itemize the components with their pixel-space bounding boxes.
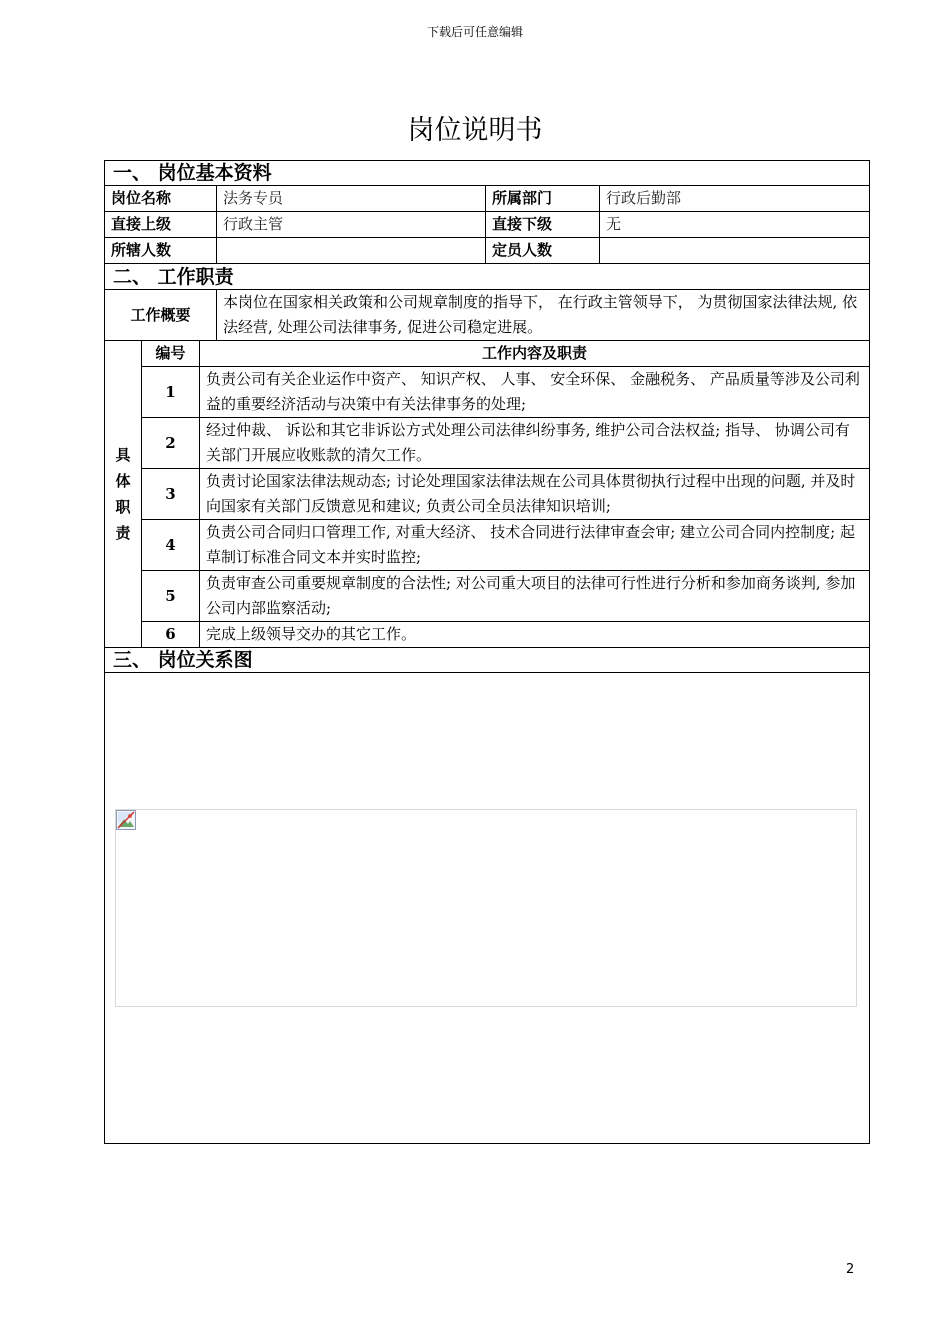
duty-text: 完成上级领导交办的其它工作。 — [200, 622, 870, 648]
duty-text: 负责审查公司重要规章制度的合法性; 对公司重大项目的法律可行性进行分析和参加商务谈判, 参加公司内部监察活动; — [200, 571, 870, 622]
section-duties-heading: 二、 工作职责 — [105, 264, 870, 290]
duty-row — [105, 418, 870, 469]
relationship-diagram-image — [115, 809, 857, 1007]
duty-text: 负责讨论国家法律法规动态; 讨论处理国家法律法规在公司具体贯彻执行过程中出现的问题, 并及时向国家有关部门反馈意见和建议; 负责公司全员法律知识培训; — [200, 469, 870, 520]
staffing-quota-label: 定员人数 — [486, 238, 600, 264]
duty-number: 5 — [142, 571, 200, 622]
department-value: 行政后勤部 — [600, 186, 870, 212]
duty-row — [105, 622, 870, 648]
position-name-label: 岗位名称 — [105, 186, 217, 212]
direct-subordinate-label: 直接下级 — [486, 212, 600, 238]
duty-row — [105, 367, 870, 418]
duty-text: 负责公司合同归口管理工作, 对重大经济、 技术合同进行法律审查会审; 建立公司合同内控制度; 起草制订标准合同文本并实时监控; — [200, 520, 870, 571]
specific-duties-label: 具 体 职 责 — [105, 341, 142, 648]
header-note: 下载后可任意编辑 — [426, 25, 523, 39]
managed-headcount-value — [217, 238, 486, 264]
duty-row — [105, 469, 870, 520]
duty-row — [105, 571, 870, 622]
document-title: 岗位说明书 — [407, 115, 543, 146]
duty-number: 3 — [142, 469, 200, 520]
section-relationship-heading: 三、 岗位关系图 — [105, 648, 870, 673]
overview-text: 本岗位在国家相关政策和公司规章制度的指导下， 在行政主管领导下， 为贯彻国家法律法规, 依法经营, 处理公司法律事务, 促进公司稳定进展。 — [217, 290, 870, 341]
duty-number: 2 — [142, 418, 200, 469]
relationship-diagram-area — [105, 673, 870, 1144]
duty-text: 经过仲裁、 诉讼和其它非诉讼方式处理公司法律纠纷事务, 维护公司合法权益; 指导、 协调公司有关部门开展应收账款的清欠工作。 — [200, 418, 870, 469]
position-name-value: 法务专员 — [217, 186, 486, 212]
staffing-quota-value — [600, 238, 870, 264]
direct-supervisor-label: 直接上级 — [105, 212, 217, 238]
duty-number: 6 — [142, 622, 200, 648]
duty-number: 4 — [142, 520, 200, 571]
duty-row — [105, 520, 870, 571]
broken-image-icon — [116, 810, 136, 830]
department-label: 所属部门 — [486, 186, 600, 212]
section-basic-info-heading: 一、 岗位基本资料 — [105, 161, 870, 186]
job-description-table — [104, 160, 870, 1144]
page-number: 2 — [846, 1262, 855, 1277]
overview-label: 工作概要 — [105, 290, 217, 341]
direct-subordinate-value: 无 — [600, 212, 870, 238]
managed-headcount-label: 所辖人数 — [105, 238, 217, 264]
duty-number: 1 — [142, 367, 200, 418]
direct-supervisor-value: 行政主管 — [217, 212, 486, 238]
number-column-header: 编号 — [142, 341, 200, 367]
content-column-header: 工作内容及职责 — [200, 341, 870, 367]
duty-text: 负责公司有关企业运作中资产、 知识产权、 人事、 安全环保、 金融税务、 产品质量等涉及公司利益的重要经济活动与决策中有关法律事务的处理; — [200, 367, 870, 418]
